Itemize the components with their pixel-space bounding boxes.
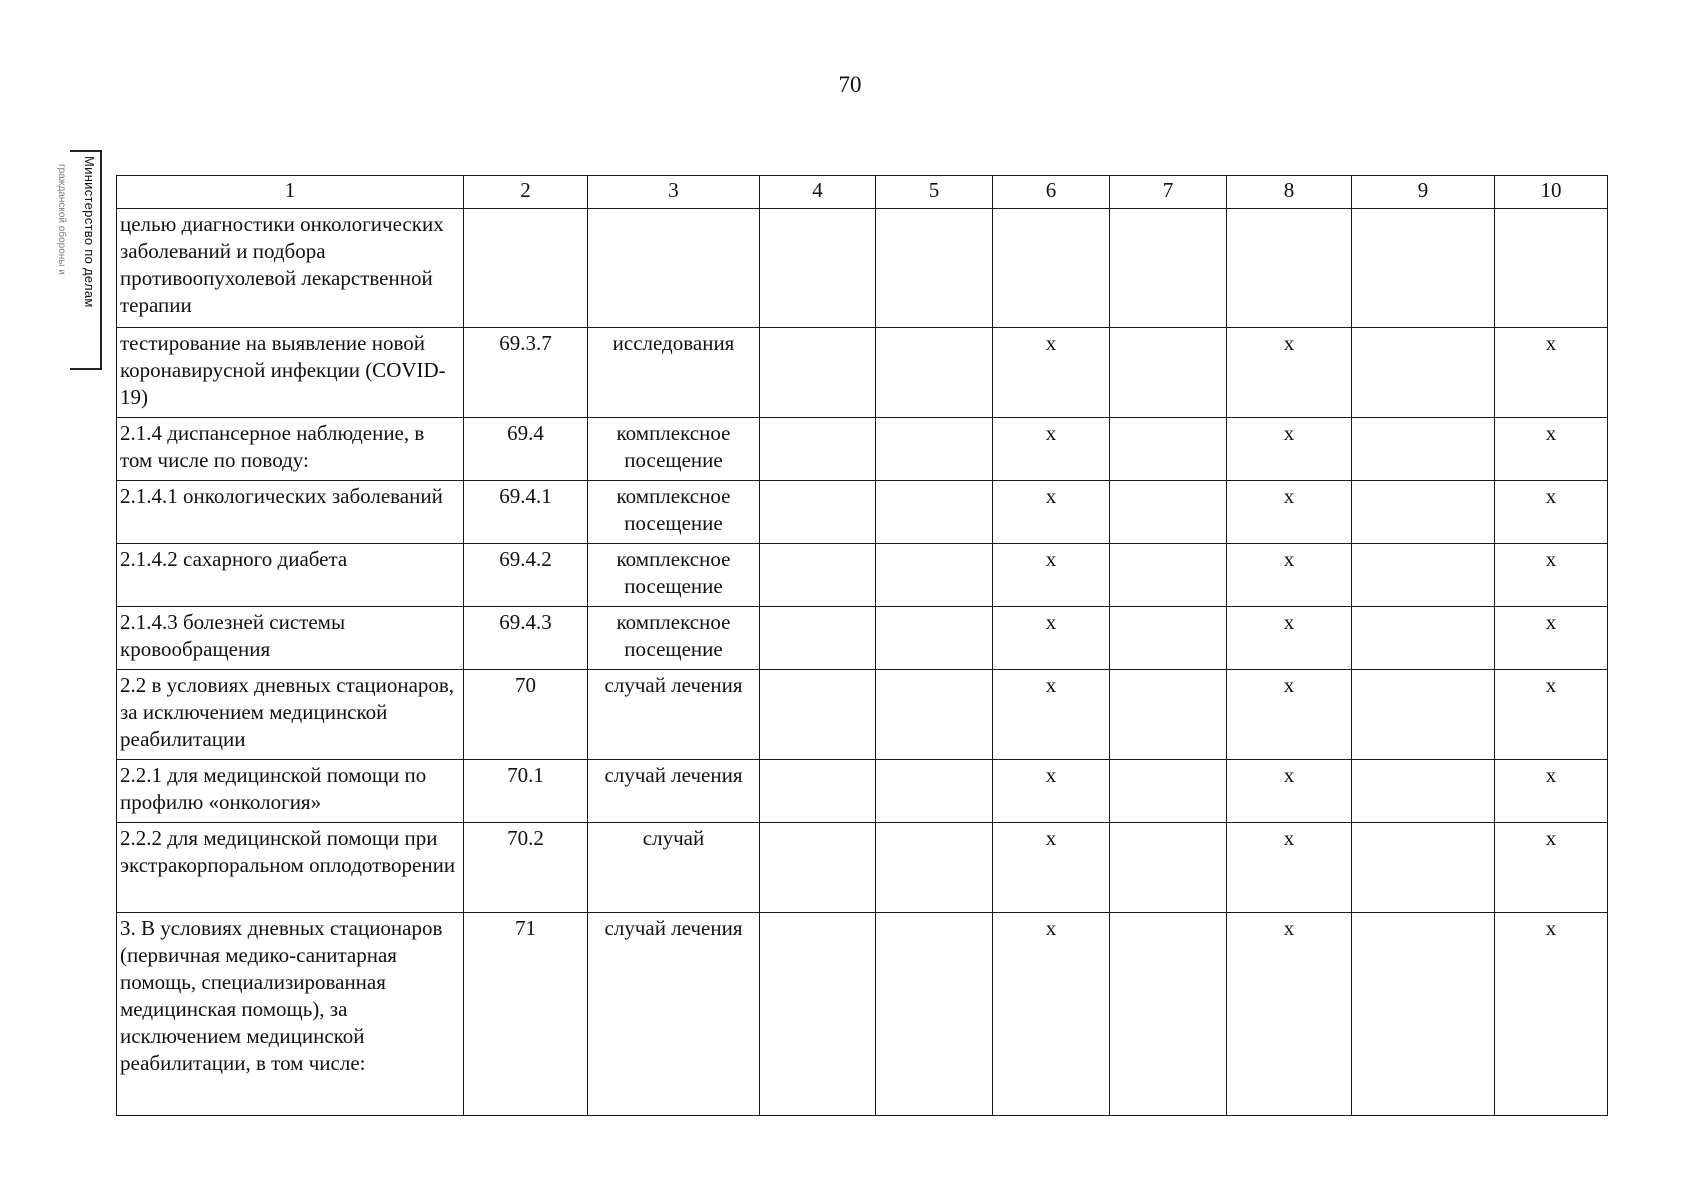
- column-header: 2: [464, 176, 588, 209]
- table-cell: x: [993, 607, 1110, 670]
- table-cell: 71: [464, 913, 588, 1116]
- table-cell: [876, 913, 993, 1116]
- table-cell: x: [993, 418, 1110, 481]
- table-header-row: [117, 176, 1608, 209]
- table-cell: x: [1495, 418, 1608, 481]
- table-cell: [876, 760, 993, 823]
- table-cell: [876, 544, 993, 607]
- table-cell: [876, 418, 993, 481]
- table-cell: [1352, 328, 1495, 418]
- table-cell: [760, 913, 876, 1116]
- table-cell: x: [1495, 544, 1608, 607]
- table-cell: x: [1227, 328, 1352, 418]
- table-cell: x: [993, 670, 1110, 760]
- column-header: 8: [1227, 176, 1352, 209]
- table-cell: 2.1.4.2 сахарного диабета: [117, 544, 464, 607]
- table-cell: [1352, 481, 1495, 544]
- table-cell: [1495, 209, 1608, 328]
- table-cell: x: [993, 913, 1110, 1116]
- table-cell: [1110, 544, 1227, 607]
- table-cell: [1110, 913, 1227, 1116]
- table-cell: x: [1495, 481, 1608, 544]
- table-cell: [760, 418, 876, 481]
- table-row: [117, 481, 1608, 544]
- table-cell: 70.1: [464, 760, 588, 823]
- table-cell: [1352, 209, 1495, 328]
- table-cell: x: [1227, 607, 1352, 670]
- registration-stamp: [40, 150, 102, 368]
- column-header: 10: [1495, 176, 1608, 209]
- table-cell: x: [993, 328, 1110, 418]
- table-cell: [1352, 823, 1495, 913]
- table-cell: целью диагностики онкологических заболеваний и подбора противоопухолевой лекарственной терапии: [117, 209, 464, 328]
- column-header: 7: [1110, 176, 1227, 209]
- table-cell: [760, 670, 876, 760]
- table-cell: x: [1495, 328, 1608, 418]
- data-table: [116, 175, 1608, 1116]
- table-cell: [588, 209, 760, 328]
- table-row: [117, 913, 1608, 1116]
- table-row: [117, 823, 1608, 913]
- table-cell: 69.4: [464, 418, 588, 481]
- table-cell: комплексное посещение: [588, 418, 760, 481]
- table-cell: [1110, 607, 1227, 670]
- table-cell: [1227, 209, 1352, 328]
- table-cell: [1352, 913, 1495, 1116]
- table-cell: [760, 328, 876, 418]
- table-cell: x: [1227, 481, 1352, 544]
- table-cell: [993, 209, 1110, 328]
- table-cell: x: [993, 544, 1110, 607]
- table-cell: x: [1495, 823, 1608, 913]
- table-cell: x: [1495, 760, 1608, 823]
- table-cell: исследования: [588, 328, 760, 418]
- table-cell: 69.4.1: [464, 481, 588, 544]
- table-cell: [1110, 328, 1227, 418]
- table-cell: x: [993, 481, 1110, 544]
- table-cell: [1110, 418, 1227, 481]
- table-cell: x: [1227, 418, 1352, 481]
- table-cell: 2.2 в условиях дневных стационаров, за исключением медицинской реабилитации: [117, 670, 464, 760]
- table-cell: [464, 209, 588, 328]
- table-cell: [876, 823, 993, 913]
- table-cell: x: [1495, 607, 1608, 670]
- table-cell: x: [993, 823, 1110, 913]
- table-cell: x: [1495, 913, 1608, 1116]
- table-cell: x: [1227, 760, 1352, 823]
- table-cell: [1352, 670, 1495, 760]
- table-cell: [1352, 760, 1495, 823]
- column-header: 3: [588, 176, 760, 209]
- table-row: [117, 418, 1608, 481]
- table-cell: 70: [464, 670, 588, 760]
- table-cell: тестирование на выявление новой коронавирусной инфекции (COVID-19): [117, 328, 464, 418]
- column-header: 9: [1352, 176, 1495, 209]
- table-row: [117, 328, 1608, 418]
- table-cell: [876, 328, 993, 418]
- table-cell: комплексное посещение: [588, 607, 760, 670]
- table-cell: [1110, 823, 1227, 913]
- table-cell: [876, 670, 993, 760]
- table-cell: x: [1227, 544, 1352, 607]
- table-cell: [1110, 760, 1227, 823]
- table-cell: комплексное посещение: [588, 481, 760, 544]
- table-cell: [876, 481, 993, 544]
- table-cell: [1110, 670, 1227, 760]
- table-body: [117, 176, 1608, 1116]
- table-cell: 3. В условиях дневных стационаров (первичная медико-санитарная помощь, специализированная медицинская помощь), за исключением медицинской реабилитации, в том числе:: [117, 913, 464, 1116]
- table-cell: 2.2.1 для медицинской помощи по профилю «онкология»: [117, 760, 464, 823]
- column-header: 4: [760, 176, 876, 209]
- stamp-text: Министерство по делам: [82, 156, 97, 308]
- table-cell: [1110, 209, 1227, 328]
- table-cell: случай: [588, 823, 760, 913]
- column-header: 5: [876, 176, 993, 209]
- table-cell: комплексное посещение: [588, 544, 760, 607]
- page-number: 70: [838, 72, 862, 97]
- table-cell: [1110, 481, 1227, 544]
- table-cell: 69.3.7: [464, 328, 588, 418]
- table-cell: x: [1495, 670, 1608, 760]
- table-cell: 70.2: [464, 823, 588, 913]
- table-cell: [876, 209, 993, 328]
- table-cell: x: [993, 760, 1110, 823]
- table-cell: [760, 760, 876, 823]
- table-cell: 2.2.2 для медицинской помощи при экстракорпоральном оплодотворении: [117, 823, 464, 913]
- table-cell: [760, 481, 876, 544]
- column-header: 6: [993, 176, 1110, 209]
- table-cell: [1352, 607, 1495, 670]
- table-cell: [760, 209, 876, 328]
- table-cell: x: [1227, 670, 1352, 760]
- table-cell: [876, 607, 993, 670]
- table-cell: [1352, 544, 1495, 607]
- table-row: [117, 760, 1608, 823]
- table-cell: [760, 607, 876, 670]
- table-cell: 69.4.3: [464, 607, 588, 670]
- table-cell: x: [1227, 913, 1352, 1116]
- table-row: [117, 209, 1608, 328]
- table-cell: [760, 544, 876, 607]
- stamp-text-secondary: гражданской обороны и: [56, 164, 67, 275]
- table-cell: 69.4.2: [464, 544, 588, 607]
- table-row: [117, 544, 1608, 607]
- table-cell: случай лечения: [588, 670, 760, 760]
- column-header: 1: [117, 176, 464, 209]
- table-cell: 2.1.4 диспансерное наблюдение, в том числе по поводу:: [117, 418, 464, 481]
- table-row: [117, 607, 1608, 670]
- table-cell: [760, 823, 876, 913]
- table-row: [117, 670, 1608, 760]
- table-cell: 2.1.4.3 болезней системы кровообращения: [117, 607, 464, 670]
- table-cell: случай лечения: [588, 913, 760, 1116]
- table-cell: [1352, 418, 1495, 481]
- table-cell: x: [1227, 823, 1352, 913]
- table-cell: случай лечения: [588, 760, 760, 823]
- table-cell: 2.1.4.1 онкологических заболеваний: [117, 481, 464, 544]
